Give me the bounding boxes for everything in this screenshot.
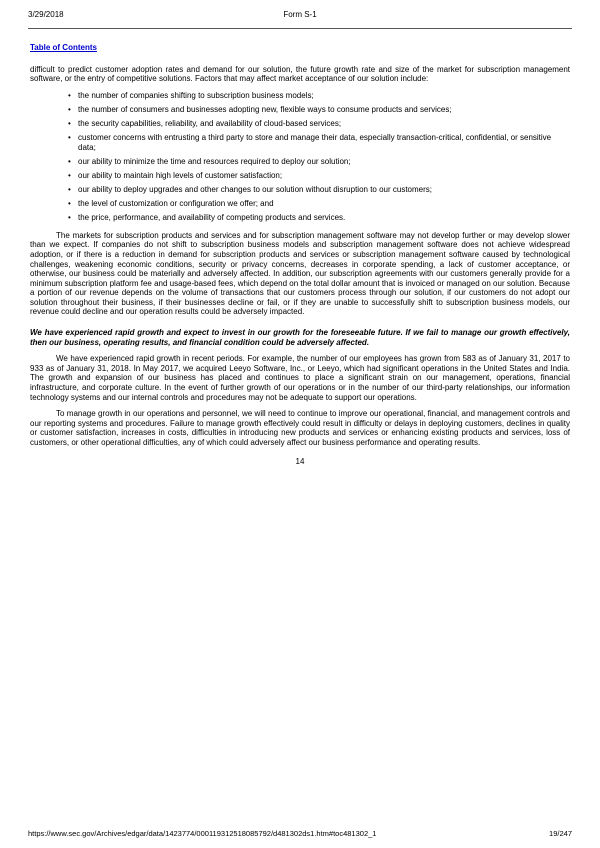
bullet-item: • the price, performance, and availability of competing products and services.	[68, 213, 570, 223]
bullet-item: • our ability to maintain high levels of customer satisfaction;	[68, 171, 570, 181]
page-indicator: 19/247	[549, 829, 572, 838]
risk-factor-heading: We have experienced rapid growth and expect to invest in our growth for the foreseeable future. If we fail to manage our growth effectively, then our business, operating results, and financial condition could be adversely affected.	[30, 328, 570, 347]
print-footer	[28, 829, 572, 838]
growth-paragraph: We have experienced rapid growth in recent periods. For example, the number of our employees has grown from 583 as of January 31, 2017 to 933 as of January 31, 2018. In May 2017, we acquired Leeyo Software, Inc., or Leeyo, which had significant operations in the United States and India. The growth and expansion of our business has placed and continues to place a significant strain on our management, operations, financial infrastructure, and corporate culture. In the event of further growth of our operations or in the number of our third-party relationships, our information technology systems and our internal controls and procedures may not be adequate to support our operations.	[30, 354, 570, 402]
bullet-item: • our ability to minimize the time and resources required to deploy our solution;	[68, 157, 570, 167]
bullet-item: • the number of companies shifting to subscription business models;	[68, 91, 570, 101]
bullet-item: • the number of consumers and businesses adopting new, flexible ways to consume products and services;	[68, 105, 570, 115]
bullet-item: • our ability to deploy upgrades and other changes to our solution without disruption to our customers;	[68, 185, 570, 195]
bullet-item: • customer concerns with entrusting a third party to store and manage their data, especially transaction-critical, confidential, or sensitive data;	[68, 133, 570, 152]
document-body	[30, 43, 570, 466]
bullet-item: • the security capabilities, reliability, and availability of cloud-based services;	[68, 119, 570, 129]
manage-growth-paragraph: To manage growth in our operations and personnel, we will need to continue to improve our operational, financial, and management controls and our reporting systems and procedures. Failure to manage growth effectively could result in difficulty or delays in deploying customers, declines in quality or customer satisfaction, increases in costs, difficulties in introducing new products and services or enhancing existing products and services, loss of customers, or other operational difficulties, any of which could adversely affect our business performance and operating results.	[30, 409, 570, 447]
bullet-item: • the level of customization or configuration we offer; and	[68, 199, 570, 209]
factors-bullet-list	[30, 91, 570, 223]
header-divider	[28, 28, 572, 29]
table-of-contents-link[interactable]: Table of Contents	[30, 43, 97, 52]
source-url: https://www.sec.gov/Archives/edgar/data/1423774/000119312518085792/d481302ds1.htm#toc481302_1	[28, 829, 377, 838]
page-number: 14	[295, 456, 305, 466]
print-date: 3/29/2018	[28, 10, 64, 19]
document-title: Form S-1	[283, 10, 317, 19]
markets-paragraph: The markets for subscription products and services and for subscription management software may not develop further or may develop slower than we expect. If companies do not shift to subscription business models and subscription management software does not achieve widespread adoption, or if there is a reduction in demand for subscription products and services or subscription management software caused by technological challenges, weakening economic conditions, security or privacy concerns, decreases in corporate spending, a lack of customer acceptance, or otherwise, our business could be materially and adversely affected. In addition, our subscription agreements with our customers generally provide for a minimum subscription platform fee and usage-based fees, which depend on the total dollar amount that is invoiced or managed on our solution. Because a portion of our revenue depends on the volume of transactions that our customers process through our solution, if our customers do not adopt our solution throughout their business, if their businesses decline or fail, or if they are unable to successfully shift to subscription business models, our revenue could decline and our operation results could be adversely impacted.	[30, 230, 570, 317]
intro-paragraph: difficult to predict customer adoption rates and demand for our solution, the future growth rate and size of the market for subscription management software, or the entry of competitive solutions. Factors that may affect market acceptance of our solution include:	[30, 64, 570, 84]
print-header	[0, 0, 600, 24]
